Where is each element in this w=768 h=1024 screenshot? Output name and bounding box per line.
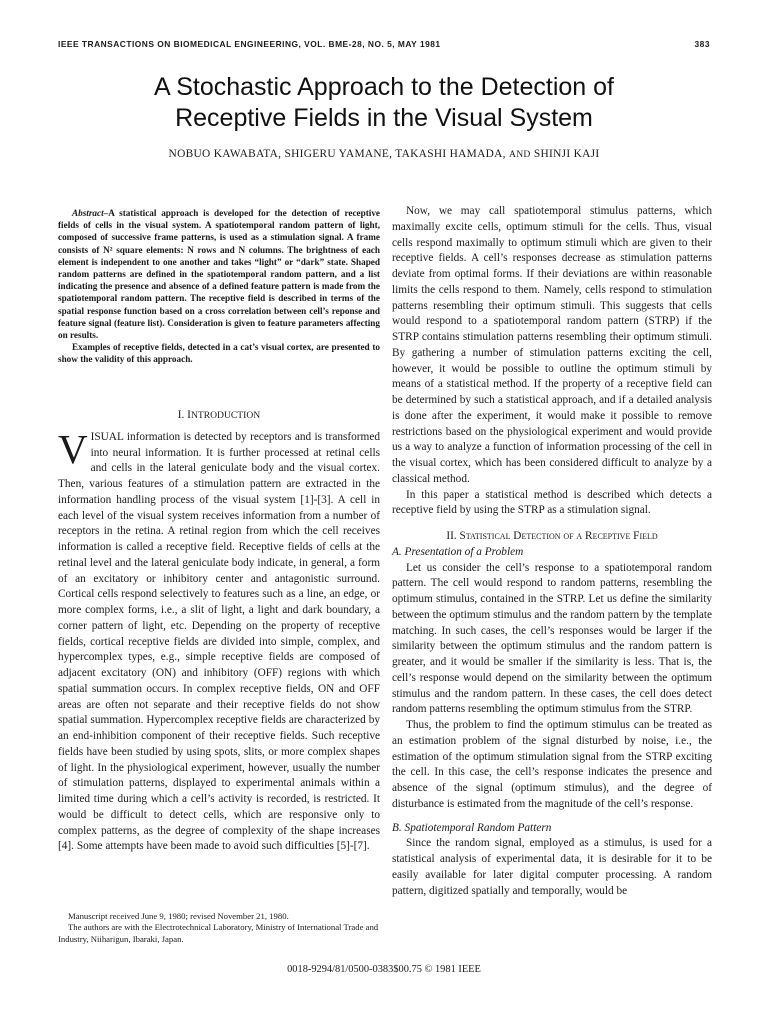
running-header <box>58 39 710 53</box>
journal-citation: IEEE TRANSACTIONS ON BIOMEDICAL ENGINEERING, VOL. BME-28, NO. 5, MAY 1981 <box>58 39 441 49</box>
right-paragraph-1: Now, we may call spatiotemporal stimulus patterns, which maximally excite cells, optimum stimuli for the cells. Thus, visual cells respond maximally to optimum stimuli which are given to their receptive fields. A cell’s responses decrease as stimulation patterns deviate from optimal forms. If their deviations are within reasonable limits the cells respond to them. Namely, cells respond to stimulation patterns resembling their optimum stimuli. This suggests that cells would respond to a spatiotemporal random pattern (STRP) if the STRP contains stimulation patterns resembling their optimum stimuli. By gathering a number of stimulation patterns exciting the cell, however, it would be possible to outline the optimum stimuli by means of a statistical method. If the property of a receptive field can be determined by such a statistical approach, and if a detailed analysis is done after the experiment, it would make it possible to remove restrictions based on the physiological experiment and would provide us a way to analyze a function of information processing of the cell in the visual cortex, which has been considered difficult to analyze by a classical method. <box>392 205 712 485</box>
author-and: AND <box>508 149 531 160</box>
subsection-a-heading: A. Presentation of a Problem <box>392 545 524 558</box>
right-paragraph-3: Let us consider the cell’s response to a spatiotemporal random pattern. The cell would respond to random patterns, resembling the optimum stimulus, contained in the STRP. Let us define the similarity between the optimum stimulus and the random pattern by the template matching. In such cases, the cell’s responses would be larger if the similarity between the optimum stimulus and the random pattern is greater, and it would be smaller if the similarity is less. That is, the cell’s response would depend on the similarity between the optimum stimulus and the random pattern. In these cases, the cell does detect random patterns resembling the optimum stimulus from the STRP. <box>392 561 712 716</box>
intro-paragraph: VISUAL information is detected by receptors and is transformed into neural information. It is further processed at retinal cells and cells in the lateral geniculate body and the visual cortex. Then, various features of a stimulation pattern are extracted in the information handling process of the visual system [1]-[3]. A cell in each level of the visual system receives information from a number of receptors in the retina. A retinal region from which the cell receives information is called a receptive field. Receptive fields of cells at the retinal level and the lateral geniculate body indicate, in general, a form of an excitatory or inhibitory center and antagonistic surround. Cortical cells respond selectively to features such as a line, an edge, or more complex forms, i.e., a slit of light, a light and dark boundary, a corner pattern of light, etc. Depending on the property of receptive fields, cortical receptive fields are divided into simple, complex, and hypercomplex types, e.g., simple receptive fields are composed of adjacent excitatory (ON) and inhibitory (OFF) regions with which spatial summation occurs. In complex receptive fields, ON and OFF areas are often not separate and their receptive fields do not show spatial summation. Hypercomplex receptive fields are characterized by an end-inhibition component of their receptive fields. Such receptive fields have been studied by using spots, slits, or more complex shapes of light. In the physiological experiment, however, usually the number of stimulation patterns, displayed to experimental animals within a limited time during which a cell’s activity is recorded, is restricted. It would be difficult to detect cells, which are responsive only to complex patterns, as the degree of complexity of the shape increases [4]. Some attempts have been made to avoid such difficulties [5]-[7]. <box>58 425 380 853</box>
section-1-heading: I. INTRODUCTION <box>177 409 261 421</box>
page-number: 383 <box>694 39 710 49</box>
abstract-label: Abstract <box>72 208 104 218</box>
author-last: SHINJI KAJI <box>533 148 600 160</box>
section-2-heading: II. Statistical Detection of a Receptive Field <box>446 530 658 542</box>
title-line-2: Receptive Fields in the Visual System <box>175 104 593 132</box>
author-list <box>40 148 728 160</box>
manuscript-received: Manuscript received June 9, 1980; revised November 21, 1980. <box>68 911 289 921</box>
copyright-line: 0018-9294/81/0500-0383$00.75 © 1981 IEEE <box>287 964 481 975</box>
right-paragraph-2: In this paper a statistical method is described which detects a receptive field by using the STRP as a stimulation signal. <box>392 488 712 517</box>
paper-title <box>40 72 728 134</box>
abstract-paragraph-1: Abstract–A statistical approach is developed for the detection of receptive fields of cells in the visual system. A spatiotemporal random pattern of light, composed of successive frame patterns, is used as a stimulation signal. A frame consists of N² square elements: N rows and N columns. The brightness of each element is independent to one another and takes “light” or “dark” state. Shaped random patterns are defined in the spatiotemporal random pattern, and a list indicating the presence and absence of a defined feature pattern is made from the spatiotemporal random pattern. The receptive field is described in terms of the spatial response function based on a cross correlation between cell’s reponse and feature signal (feature list). Consideration is given to feature parameters affecting on results. <box>58 208 380 341</box>
footnote <box>58 911 380 945</box>
title-line-1: A Stochastic Approach to the Detection of <box>153 73 614 101</box>
author-affiliation: The authors are with the Electrotechnical Laboratory, Ministry of International Trade and Industry, Niiharigun, Ibaraki, Japan. <box>58 922 379 944</box>
author-names: NOBUO KAWABATA, SHIGERU YAMANE, TAKASHI HAMADA, <box>168 148 506 160</box>
subsection-b-heading: B. Spatiotemporal Random Pattern <box>392 821 552 834</box>
drop-cap: V <box>58 425 88 472</box>
right-paragraph-4: Thus, the problem to find the optimum stimulus can be treated as an estimation problem of the signal disturbed by noise, i.e., the estimation of the optimum stimulation signal from the STRP exciting the cell. In this case, the cell’s response indicates the presence and absence of the signal (optimum stimulus), and the degree of disturbance is estimated from the magnitude of the cell’s response. <box>392 719 712 810</box>
right-column-body <box>392 204 712 899</box>
abstract-paragraph-2: Examples of receptive fields, detected in a cat’s visual cortex, are presented to show the validity of this approach. <box>58 342 380 365</box>
right-paragraph-5: Since the random signal, employed as a stimulus, is used for a statistical analysis of experimental data, it is desirable for it to be easily available for later digital computer processing. A random pattern, digitized spatially and temporally, would be <box>392 837 712 897</box>
abstract <box>58 207 380 366</box>
left-column-body <box>58 408 380 855</box>
